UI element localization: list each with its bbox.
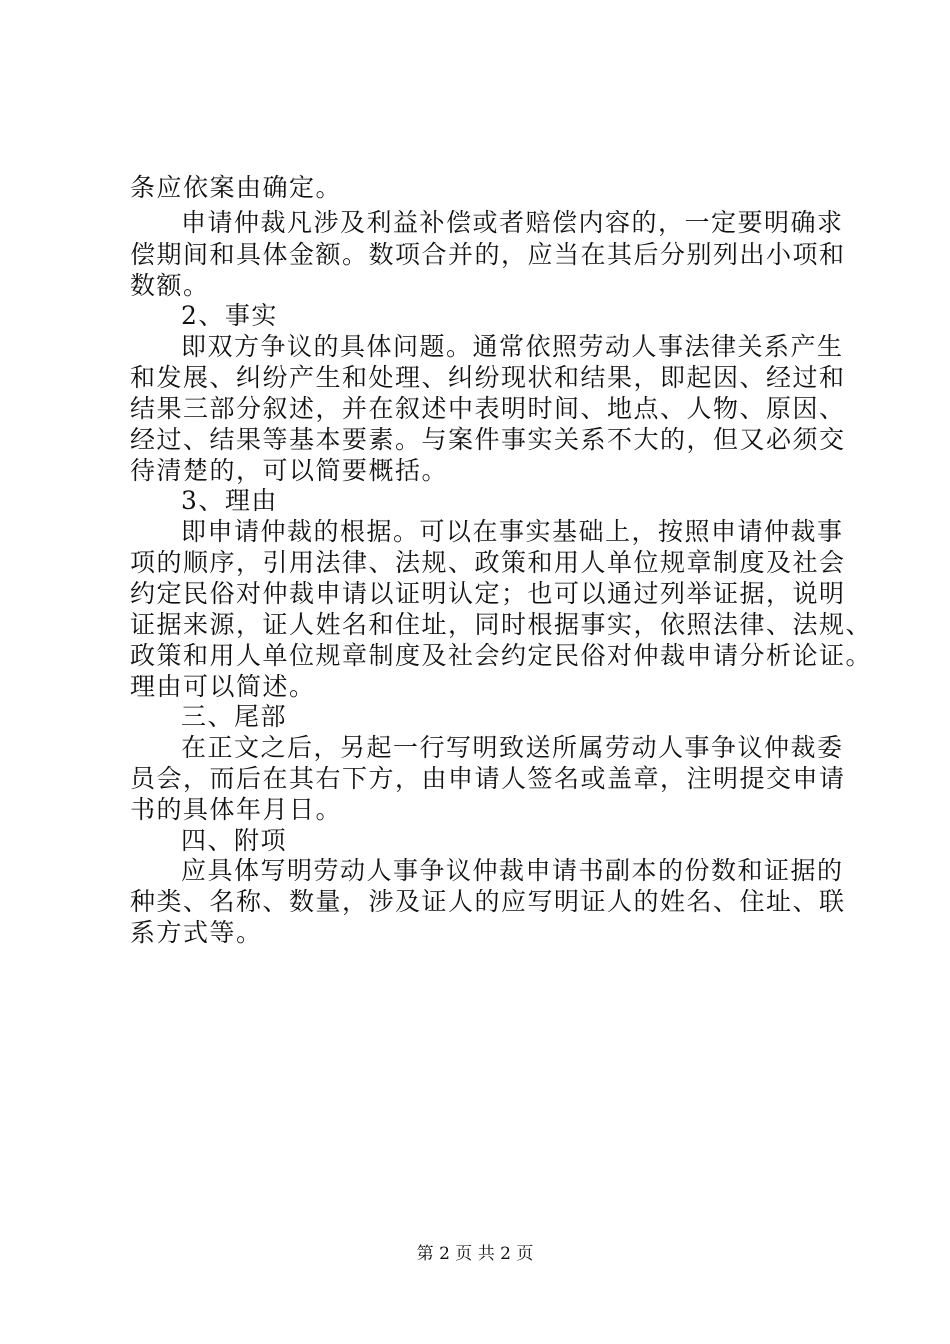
body-line: 理由可以简述。 <box>130 672 316 701</box>
body-line: 证据来源，证人姓名和住址，同时根据事实，依照法律、法规、 <box>130 610 873 639</box>
body-line: 政策和用人单位规章制度及社会约定民俗对仲裁申请分析论证。 <box>130 641 873 670</box>
body-line: 项的顺序，引用法律、法规、政策和用人单位规章制度及社会 <box>130 548 846 577</box>
page-number-footer: 第 2 页 共 2 页 <box>416 1244 534 1264</box>
body-line: 在正文之后，另起一行写明致送所属劳动人事争议仲裁委 <box>181 733 844 762</box>
section-heading: 2、事实 <box>181 301 278 330</box>
body-line: 约定民俗对仲裁申请以证明认定；也可以通过列举证据，说明 <box>130 579 846 608</box>
body-line: 即双方争议的具体问题。通常依照劳动人事法律关系产生 <box>181 332 844 361</box>
body-line: 和发展、纠纷产生和处理、纠纷现状和结果，即起因、经过和 <box>130 363 846 392</box>
body-line: 书的具体年月日。 <box>130 795 343 824</box>
body-line: 员会，而后在其右下方，由申请人签名或盖章，注明提交申请 <box>130 764 846 793</box>
section-heading: 三、尾部 <box>181 702 288 731</box>
body-line: 待清楚的，可以简要概括。 <box>130 456 449 485</box>
body-line: 种类、名称、数量，涉及证人的应写明证人的姓名、住址、联 <box>130 887 846 916</box>
body-line: 经过、结果等基本要素。与案件事实关系不大的，但又必须交 <box>130 425 846 454</box>
body-line: 结果三部分叙述，并在叙述中表明时间、地点、人物、原因、 <box>130 394 846 423</box>
body-line: 应具体写明劳动人事争议仲裁申请书副本的份数和证据的 <box>181 856 844 885</box>
section-heading: 四、附项 <box>181 826 288 855</box>
body-line: 系方式等。 <box>130 918 263 947</box>
body-line: 数额。 <box>130 271 210 300</box>
body-line: 申请仲裁凡涉及利益补偿或者赔偿内容的，一定要明确求 <box>181 208 844 237</box>
body-line: 即申请仲裁的根据。可以在事实基础上，按照申请仲裁事 <box>181 517 844 546</box>
body-line: 条应依案由确定。 <box>130 173 343 202</box>
section-heading: 3、理由 <box>181 486 278 515</box>
body-line: 偿期间和具体金额。数项合并的，应当在其后分别列出小项和 <box>130 240 846 269</box>
